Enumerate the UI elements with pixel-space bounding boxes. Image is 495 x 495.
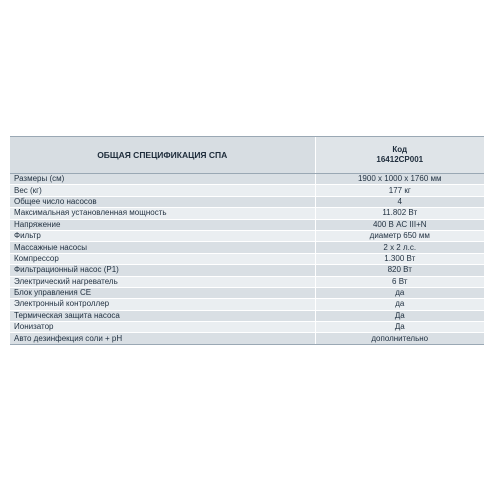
row-value: 177 кг (315, 185, 484, 196)
row-value: диаметр 650 мм (315, 230, 484, 241)
row-value: Да (315, 310, 484, 321)
spec-title-header: ОБЩАЯ СПЕЦИФИКАЦИЯ СПА (10, 137, 315, 174)
row-label: Размеры (см) (10, 174, 315, 185)
row-label: Авто дезинфекция соли + pH (10, 333, 315, 344)
row-value: да (315, 287, 484, 298)
code-value: 16412CP001 (376, 155, 424, 164)
table-row (10, 230, 484, 241)
row-label: Фильтр (10, 230, 315, 241)
table-row (10, 253, 484, 264)
row-label: Ионизатор (10, 322, 315, 333)
row-label: Общее число насосов (10, 196, 315, 207)
row-label: Компрессор (10, 253, 315, 264)
table-row (10, 299, 484, 310)
row-label: Вес (кг) (10, 185, 315, 196)
table-row (10, 265, 484, 276)
row-value: Да (315, 322, 484, 333)
table-row (10, 276, 484, 287)
row-value: 6 Вт (315, 276, 484, 287)
row-value: 820 Вт (315, 265, 484, 276)
table-row (10, 333, 484, 344)
table-row (10, 310, 484, 321)
table-row (10, 174, 484, 185)
table-row (10, 287, 484, 298)
table-row (10, 242, 484, 253)
row-label: Термическая защита насоса (10, 310, 315, 321)
row-label: Напряжение (10, 219, 315, 230)
table-row (10, 322, 484, 333)
row-value: да (315, 299, 484, 310)
row-value: 1.300 Вт (315, 253, 484, 264)
row-label: Электрический нагреватель (10, 276, 315, 287)
table-row (10, 208, 484, 219)
row-label: Максимальная установленная мощность (10, 208, 315, 219)
row-value: 4 (315, 196, 484, 207)
spec-table (10, 136, 484, 345)
row-value: 11.802 Вт (315, 208, 484, 219)
row-value: дополнительно (315, 333, 484, 344)
code-label: Код (392, 145, 408, 154)
table-row (10, 185, 484, 196)
table-header-row (10, 137, 484, 174)
row-value: 400 В AC III+N (315, 219, 484, 230)
row-label: Электронный контроллер (10, 299, 315, 310)
row-label: Массажные насосы (10, 242, 315, 253)
row-value: 1900 x 1000 x 1760 мм (315, 174, 484, 185)
table-row (10, 196, 484, 207)
table-row (10, 219, 484, 230)
row-value: 2 х 2 л.с. (315, 242, 484, 253)
row-label: Блок управления CE (10, 287, 315, 298)
row-label: Фильтрационный насос (P1) (10, 265, 315, 276)
code-header (315, 137, 484, 174)
